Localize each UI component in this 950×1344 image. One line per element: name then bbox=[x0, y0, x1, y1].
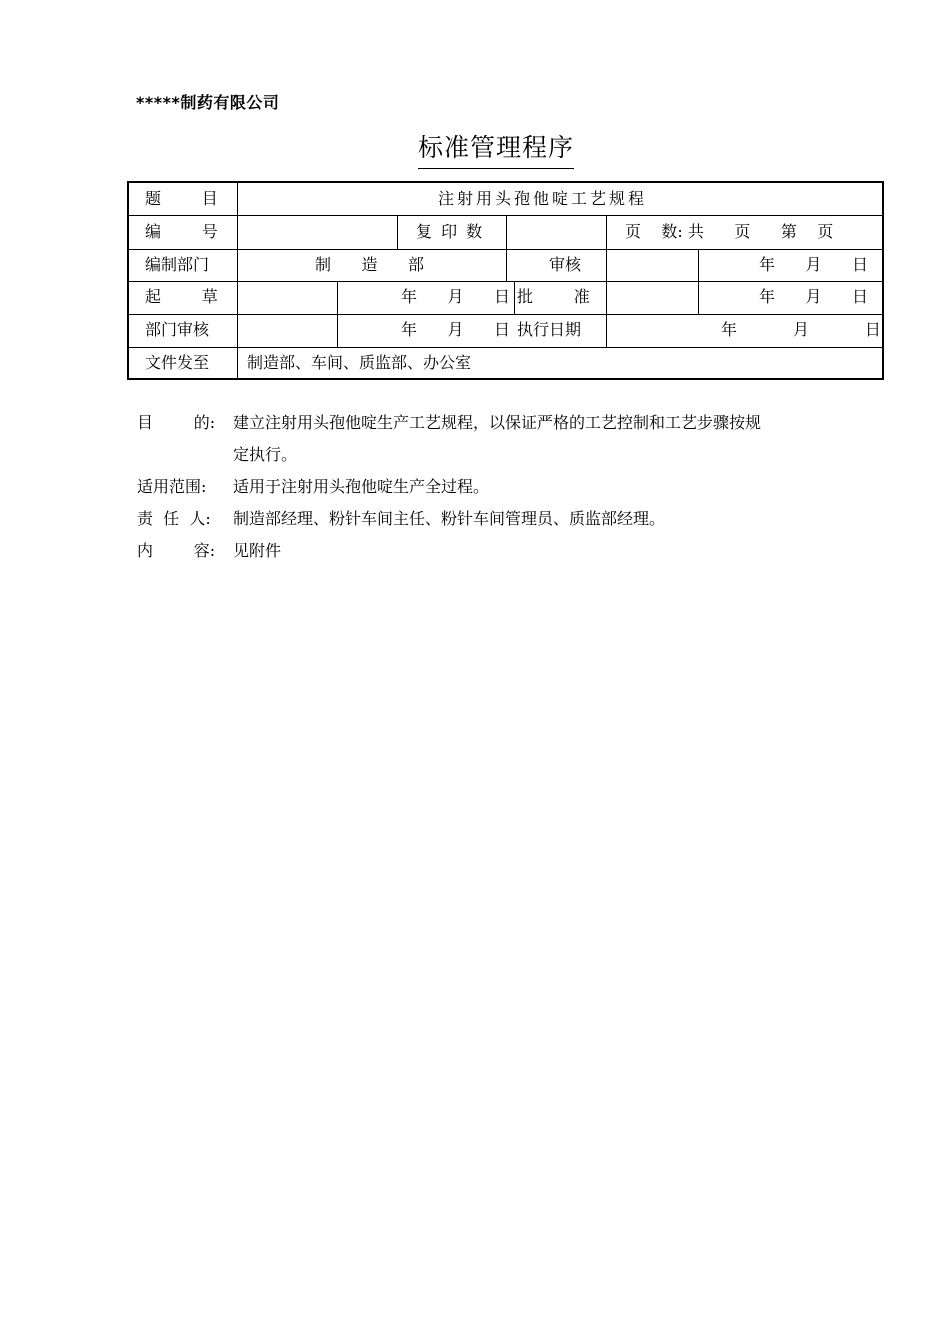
purpose-label: 目 的: bbox=[137, 413, 216, 432]
dept-label: 编制部门 bbox=[145, 255, 210, 274]
row-divider bbox=[129, 281, 882, 282]
approve-label: 批 准 bbox=[517, 287, 590, 306]
scope-text: 适用于注射用头孢他啶生产全过程。 bbox=[233, 477, 490, 496]
content-text: 见附件 bbox=[233, 541, 282, 560]
copies-label: 复 印 数 bbox=[416, 222, 485, 241]
company-name: *****制药有限公司 bbox=[136, 93, 280, 112]
dept-review-label: 部门审核 bbox=[145, 320, 210, 339]
approve-date: 年 月 日 bbox=[759, 287, 869, 306]
review-date: 年 月 日 bbox=[759, 255, 869, 274]
distribution-value: 制造部、车间、质监部、办公室 bbox=[247, 353, 472, 372]
review-label: 审核 bbox=[549, 255, 582, 274]
column-divider bbox=[397, 215, 398, 249]
purpose-text-line2: 定执行。 bbox=[233, 445, 298, 464]
draft-label: 起 草 bbox=[145, 287, 218, 306]
document-type-title: 标准管理程序 bbox=[418, 128, 574, 169]
column-divider bbox=[506, 215, 507, 249]
row-divider bbox=[129, 347, 882, 348]
document-control-table bbox=[127, 181, 884, 380]
exec-date-label: 执行日期 bbox=[517, 320, 582, 339]
purpose-text-line1: 建立注射用头孢他啶生产工艺规程，以保证严格的工艺控制和工艺步骤按规 bbox=[233, 413, 762, 432]
responsible-text: 制造部经理、粉针车间主任、粉针车间管理员、质监部经理。 bbox=[233, 509, 666, 528]
dept-value: 制 造 部 bbox=[315, 255, 425, 274]
content-label: 内 容: bbox=[137, 541, 216, 560]
subject-label: 题 目 bbox=[145, 189, 218, 208]
draft-date: 年 月 日 bbox=[401, 287, 511, 306]
column-divider bbox=[337, 281, 338, 347]
column-divider bbox=[698, 249, 699, 314]
subject-value: 注射用头孢他啶工艺规程 bbox=[438, 189, 648, 208]
page-count-label: 页 数: 共 页 第 页 bbox=[625, 222, 834, 241]
column-divider bbox=[506, 249, 507, 281]
dept-review-date: 年 月 日 bbox=[401, 320, 511, 339]
responsible-label: 责 任 人: bbox=[137, 509, 211, 528]
column-divider bbox=[514, 281, 515, 314]
distribution-label: 文件发至 bbox=[145, 353, 210, 372]
scope-label: 适用范围: bbox=[137, 477, 207, 496]
column-divider bbox=[606, 249, 607, 347]
exec-date-value: 年 月 日 bbox=[721, 320, 881, 339]
column-divider bbox=[237, 183, 238, 380]
row-divider bbox=[129, 314, 882, 315]
column-divider bbox=[606, 215, 607, 249]
number-label: 编 号 bbox=[145, 222, 218, 241]
